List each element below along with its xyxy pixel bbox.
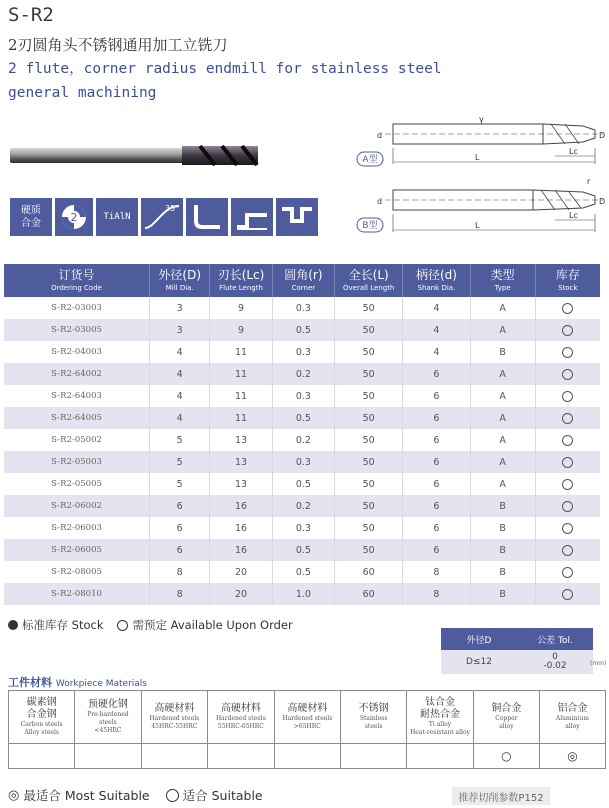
table-cell: 50 [335, 407, 403, 429]
svg-text:L: L [475, 153, 480, 162]
table-cell: 6 [150, 495, 210, 517]
svg-text:L: L [475, 221, 480, 230]
svg-text:d: d [377, 131, 383, 140]
material-name-en: Pre-hardened steels <45HRC [87, 711, 129, 734]
table-cell: A [470, 385, 535, 407]
table-cell: 8 [403, 561, 470, 583]
stock-cell [535, 341, 600, 363]
table-cell: 6 [150, 517, 210, 539]
double-circle-icon: ◎ [8, 787, 20, 803]
stock-cell [535, 495, 600, 517]
step-shoulder-icon [231, 198, 273, 236]
table-cell: 50 [335, 341, 403, 363]
table-cell: 16 [210, 539, 272, 561]
stock-cell [535, 319, 600, 341]
table-cell: 5 [150, 473, 210, 495]
material-name-cn: 铝合金 [557, 703, 588, 714]
available-upon-order-icon [562, 325, 573, 336]
table-cell: B [470, 583, 535, 605]
table-cell: 13 [210, 429, 272, 451]
material-name-en: Hardened steels 55HRC-65HRC [215, 715, 266, 730]
table-cell: 5 [150, 451, 210, 473]
svg-text:Lc: Lc [569, 211, 578, 220]
table-row [4, 341, 600, 363]
table-cell: A [470, 407, 535, 429]
legend-stock: 标准库存 Stock [22, 618, 104, 632]
table-row [4, 319, 600, 341]
legend-suitable: 适合 Suitable [182, 788, 263, 803]
material-header [473, 691, 539, 744]
dimension-diagram [355, 112, 609, 242]
table-row [4, 561, 600, 583]
corner-radius-icon [186, 198, 228, 236]
table-cell: 6 [403, 451, 470, 473]
table-cell: S-R2-06003 [4, 517, 150, 539]
workpiece-title: 工件材料 Workpiece Materials [8, 676, 147, 689]
table-cell: 11 [210, 385, 272, 407]
table-cell: S-R2-64003 [4, 385, 150, 407]
stock-cell [535, 517, 600, 539]
material-name-en: Copper alloy [495, 715, 518, 730]
table-cell: 4 [403, 341, 470, 363]
svg-text:Lc: Lc [569, 147, 578, 156]
stock-cell [535, 363, 600, 385]
table-cell: S-R2-05003 [4, 451, 150, 473]
table-cell: S-R2-03003 [4, 297, 150, 319]
material-name-en: Hardened steels >65HRC [282, 715, 333, 730]
available-upon-order-icon [562, 567, 573, 578]
table-cell: 0.3 [272, 385, 334, 407]
material-header [75, 691, 141, 744]
table-cell: 0.5 [272, 407, 334, 429]
table-cell: 20 [210, 583, 272, 605]
table-cell: 0.5 [272, 561, 334, 583]
table-row [4, 297, 600, 319]
table-cell: A [470, 473, 535, 495]
table-cell: 0.5 [272, 473, 334, 495]
stock-cell [535, 539, 600, 561]
table-cell: 0.2 [272, 429, 334, 451]
table-cell: 50 [335, 363, 403, 385]
table-cell: S-R2-04003 [4, 341, 150, 363]
available-upon-order-icon [562, 545, 573, 556]
table-cell: 0.2 [272, 363, 334, 385]
svg-text:2: 2 [70, 211, 78, 224]
table-cell: S-R2-08005 [4, 561, 150, 583]
table-cell: 4 [150, 341, 210, 363]
table-cell: 6 [403, 495, 470, 517]
carbide-badge: 硬质 合金 [10, 198, 52, 236]
stock-cell [535, 451, 600, 473]
helix-icon [141, 198, 183, 236]
available-upon-order-icon [562, 501, 573, 512]
flute-count-badge [55, 198, 93, 236]
stock-cell [535, 429, 600, 451]
available-upon-order-icon [562, 303, 573, 314]
table-cell: 6 [403, 473, 470, 495]
table-cell: 50 [335, 451, 403, 473]
table-cell: 8 [150, 583, 210, 605]
table-cell: S-R2-08010 [4, 583, 150, 605]
col-overall-length: 全长(L) Overall Length [335, 264, 403, 297]
stock-cell [535, 385, 600, 407]
table-cell: 0.3 [272, 517, 334, 539]
table-cell: 8 [403, 583, 470, 605]
svg-text:d: d [377, 197, 383, 206]
stock-cell [535, 297, 600, 319]
material-name-en: Ti alloy Heat-resistant alloy [410, 721, 470, 736]
available-upon-order-icon [562, 457, 573, 468]
suitability-cell [75, 744, 141, 769]
type-a-label [357, 152, 383, 166]
table-cell: 8 [150, 561, 210, 583]
tol-values: 0 -0.02 [517, 650, 593, 674]
suitability-cell [341, 744, 407, 769]
table-row [4, 539, 600, 561]
table-cell: 5 [150, 429, 210, 451]
two-flute-icon [60, 203, 88, 231]
table-cell: 50 [335, 495, 403, 517]
stock-legend [8, 617, 293, 633]
svg-text:r: r [587, 177, 591, 186]
col-shank-dia: 柄径(d) Shank Dia. [403, 264, 470, 297]
table-cell: 1.0 [272, 583, 334, 605]
table-row [4, 429, 600, 451]
table-cell: 50 [335, 297, 403, 319]
table-cell: 9 [210, 297, 272, 319]
cutting-params-link[interactable]: 推荐切削参数P152 [452, 787, 550, 805]
table-row [4, 407, 600, 429]
table-cell: S-R2-06002 [4, 495, 150, 517]
table-cell: 4 [150, 385, 210, 407]
table-cell: 6 [403, 407, 470, 429]
table-cell: B [470, 517, 535, 539]
material-name-en: Hardened steels 45HRC-55HRC [149, 715, 200, 730]
table-cell: 60 [335, 583, 403, 605]
svg-text:35°: 35° [165, 204, 180, 213]
table-cell: B [470, 561, 535, 583]
table-cell: S-R2-05002 [4, 429, 150, 451]
circle-icon [166, 789, 179, 802]
empty-circle-icon [117, 620, 128, 631]
table-cell: 13 [210, 451, 272, 473]
unit-label: (mm) [590, 660, 607, 667]
table-cell: 6 [403, 539, 470, 561]
material-name-cn: 预硬化钢 [87, 699, 128, 710]
table-cell: 6 [403, 385, 470, 407]
col-flute-length: 刃长(Lc) Flute Length [210, 264, 272, 297]
table-cell: S-R2-03005 [4, 319, 150, 341]
svg-text:D: D [599, 131, 606, 140]
legend-most-suitable: 最适合 Most Suitable [23, 788, 150, 803]
stock-cell [535, 583, 600, 605]
material-name-en: Aluminium alloy [555, 715, 589, 730]
table-cell: 4 [150, 407, 210, 429]
table-cell: 0.5 [272, 539, 334, 561]
table-cell: A [470, 297, 535, 319]
tol-range: D≤12 [441, 650, 517, 674]
table-cell: 16 [210, 517, 272, 539]
available-upon-order-icon [562, 369, 573, 380]
table-cell: S-R2-64002 [4, 363, 150, 385]
table-cell: 50 [335, 517, 403, 539]
material-name-cn: 高硬材料 [220, 703, 261, 714]
col-type: 类型 Type [470, 264, 535, 297]
table-cell: 4 [403, 319, 470, 341]
material-header [141, 691, 208, 744]
available-upon-order-icon [562, 347, 573, 358]
product-title-en: 2 flute，corner radius endmill for stainless steel general machining [8, 61, 442, 101]
tolerance-table [441, 628, 593, 674]
material-header [208, 691, 275, 744]
tol-header-tol: 公差 Tol. [517, 628, 593, 650]
material-header [407, 691, 474, 744]
table-cell: A [470, 429, 535, 451]
table-cell: S-R2-06005 [4, 539, 150, 561]
helix-angle-badge [141, 198, 183, 236]
table-cell: 50 [335, 385, 403, 407]
material-header [539, 691, 605, 744]
table-cell: S-R2-05005 [4, 473, 150, 495]
table-cell: 6 [403, 363, 470, 385]
type-b-label [357, 218, 383, 232]
table-cell: B [470, 539, 535, 561]
material-name-cn: 高硬材料 [154, 703, 195, 714]
material-name-en: Stainless steels [359, 715, 388, 730]
table-row [4, 385, 600, 407]
endmill-photo [10, 145, 262, 167]
table-cell: A [470, 319, 535, 341]
table-cell: 11 [210, 407, 272, 429]
material-name-cn: 铜合金 [491, 703, 522, 714]
table-cell: 4 [403, 297, 470, 319]
suitability-cell [274, 744, 341, 769]
material-header [274, 691, 341, 744]
table-cell: 50 [335, 539, 403, 561]
material-name-cn: 不锈钢 [358, 703, 389, 714]
table-cell: 6 [403, 429, 470, 451]
table-cell: 3 [150, 319, 210, 341]
table-cell: B [470, 341, 535, 363]
available-upon-order-icon [562, 589, 573, 600]
material-name-cn: 碳素钢 合金钢 [26, 697, 57, 720]
table-cell: 0.5 [272, 319, 334, 341]
spec-table [4, 264, 600, 605]
stock-cell [535, 561, 600, 583]
table-cell: 4 [150, 363, 210, 385]
table-cell: 50 [335, 429, 403, 451]
table-cell: 11 [210, 341, 272, 363]
table-cell: 0.3 [272, 451, 334, 473]
suitability-cell [407, 744, 474, 769]
table-cell: S-R2-64005 [4, 407, 150, 429]
svg-text:γ: γ [479, 115, 484, 124]
table-cell: 20 [210, 561, 272, 583]
available-upon-order-icon [562, 479, 573, 490]
svg-text:B型: B型 [362, 221, 378, 231]
slot-icon [276, 198, 318, 236]
available-upon-order-icon [562, 413, 573, 424]
table-cell: 3 [150, 297, 210, 319]
stock-cell [535, 473, 600, 495]
stock-cell [535, 407, 600, 429]
available-upon-order-icon [562, 391, 573, 402]
material-name-en: Carbon steels Alloy steels [20, 721, 63, 736]
material-name-cn: 高硬材料 [287, 703, 328, 714]
coating-badge: TiAlN [96, 198, 138, 236]
available-upon-order-icon [562, 523, 573, 534]
table-row [4, 583, 600, 605]
suitability-legend [8, 786, 263, 804]
tol-header-dia: 外径D [441, 628, 517, 650]
table-row [4, 473, 600, 495]
table-cell: 0.3 [272, 341, 334, 363]
table-cell: 6 [403, 517, 470, 539]
product-title-cn: 2刃圆角头不锈钢通用加工立铣刀 [8, 36, 228, 54]
table-cell: A [470, 451, 535, 473]
table-cell: A [470, 363, 535, 385]
table-row [4, 495, 600, 517]
svg-text:D: D [599, 197, 606, 206]
spec-table-header [4, 264, 600, 297]
suitability-cell [9, 744, 75, 769]
table-cell: 9 [210, 319, 272, 341]
table-cell: 16 [210, 495, 272, 517]
table-row [4, 363, 600, 385]
material-header [9, 691, 75, 744]
table-cell: 11 [210, 363, 272, 385]
available-upon-order-icon [562, 435, 573, 446]
col-mill-dia: 外径(D) Mill Dia. [150, 264, 210, 297]
col-ordering-code: 订货号 Ordering Code [4, 264, 150, 297]
workpiece-table [8, 690, 606, 769]
table-cell: 6 [150, 539, 210, 561]
material-name-cn: 钛合金 耐热合金 [420, 697, 461, 720]
suitability-cell [141, 744, 208, 769]
table-row [4, 451, 600, 473]
col-stock: 库存 Stock [535, 264, 600, 297]
suitability-cell: ◎ [539, 744, 605, 769]
suitability-cell: ○ [473, 744, 539, 769]
col-corner: 圆角(r) Corner [272, 264, 334, 297]
table-cell: 13 [210, 473, 272, 495]
svg-text:A型: A型 [362, 155, 378, 165]
filled-circle-icon [8, 620, 18, 630]
table-cell: 60 [335, 561, 403, 583]
table-cell: 0.3 [272, 297, 334, 319]
table-cell: B [470, 495, 535, 517]
table-cell: 50 [335, 319, 403, 341]
feature-badges [10, 198, 318, 236]
table-cell: 50 [335, 473, 403, 495]
table-cell: 0.2 [272, 495, 334, 517]
legend-order: 需预定 Available Upon Order [132, 618, 293, 632]
table-row [4, 517, 600, 539]
material-header [341, 691, 407, 744]
suitability-cell [208, 744, 275, 769]
product-code: S-R2 [8, 4, 54, 26]
